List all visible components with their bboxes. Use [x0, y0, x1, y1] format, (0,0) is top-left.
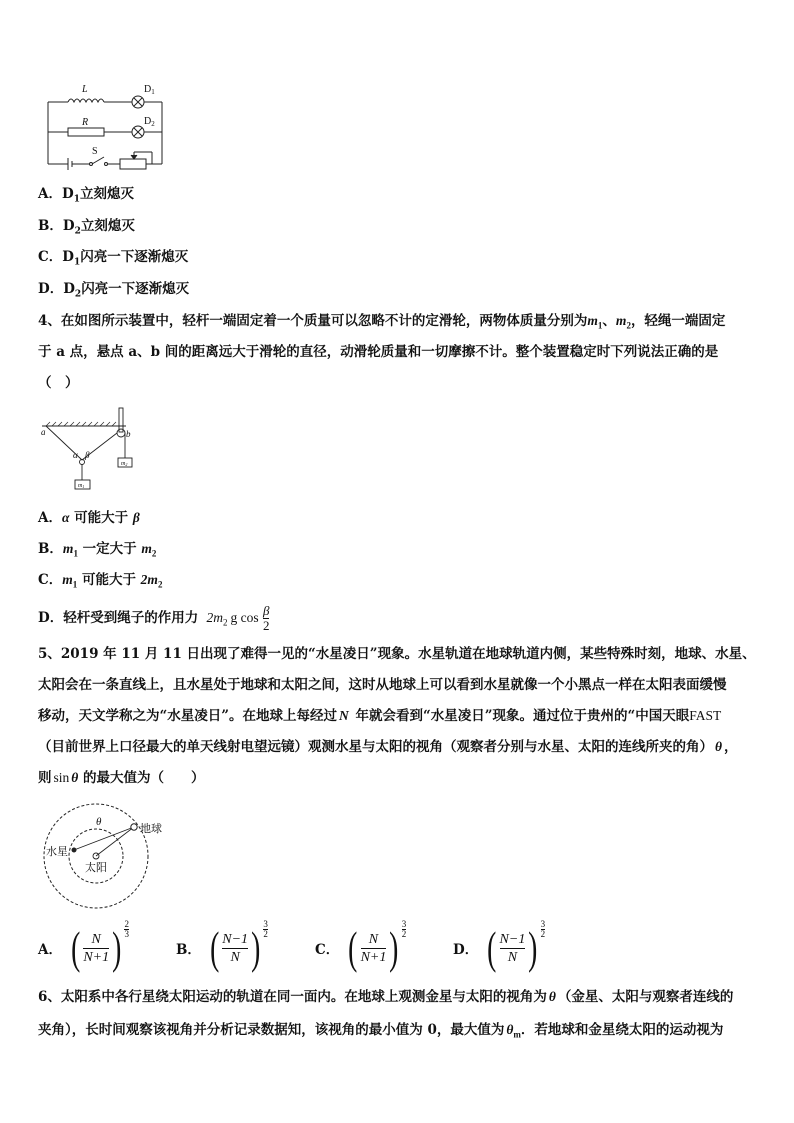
q3-option-b[interactable]: B．$D_2$立刻熄灭: [38, 218, 135, 237]
q5-stem-line-2: 太阳会在一条直线上，且水星处于地球和太阳之间，这时从地球上可以看到水星就像一个小黑点一样在太阳表面缓慢: [38, 677, 727, 693]
inductor-label: L: [82, 84, 88, 95]
m1-box-label: m1: [78, 483, 85, 489]
q3-option-d[interactable]: D．$D_2$闪亮一下逐渐熄灭: [38, 281, 190, 300]
q5-option-b[interactable]: B． ( N−1 N ) 3 2: [176, 919, 268, 973]
q6-stem-line-1: 6、太阳系中各行星绕太阳运动的轨道在同一面内。在地球上观测金星与太阳的视角为 θ （金星、太阳与观察者连线的: [38, 989, 734, 1005]
q5-stem-line-5: 则 sin θ 的最大值为（ ）: [38, 770, 205, 786]
q4-option-b[interactable]: B．$m_1$ 一定大于 $m_2$: [38, 541, 157, 559]
q3-option-a[interactable]: A．$D_1$立刻熄灭: [38, 186, 134, 205]
q4-option-a[interactable]: A．α 可能大于 β: [38, 510, 140, 526]
lamp-d1-label: $D_1$: [144, 84, 155, 96]
q5-stem-line-3: 移动，天文学称之为“水星凌日”。在地球上每经过 N 年就会看到“水星凌日”现象。通过位于贵州的“中国天眼FAST: [38, 708, 722, 724]
q4-option-d[interactable]: D．轻杆受到绳子的作用力 $2m_2$ g cos $\frac{\beta}{2}$: [38, 603, 270, 633]
pulley-diagram: [40, 406, 140, 494]
m2-box-label: m2: [121, 461, 128, 467]
q3-option-c[interactable]: C．$D_1$闪亮一下逐渐熄灭: [38, 249, 189, 268]
lamp-d2-label: $D_2$: [144, 116, 155, 128]
circuit-diagram: [40, 80, 170, 175]
mercury-label: 水星: [46, 846, 68, 858]
resistor-label: R: [82, 117, 89, 128]
alpha-label: α: [73, 450, 78, 460]
beta-label: β: [85, 450, 90, 460]
q5-options-row: [38, 918, 578, 978]
switch-label: S: [92, 146, 98, 157]
orbit-diagram: [38, 800, 188, 910]
q5-option-d[interactable]: D． ( N−1 N ) 3 2: [453, 919, 546, 973]
q4-stem-line-1: 4、在如图所示装置中，轻杆一端固定着一个质量可以忽略不计的定滑轮，两物体质量分别为$m_1$、$m_2$，轻绳一端固定: [38, 313, 726, 331]
q5-option-a[interactable]: A． ( N N+1 ) 2 3: [38, 919, 129, 973]
beta-over-two-fraction: $\frac{\beta}{2}$: [262, 603, 270, 633]
q4-stem-line-3: （ ）: [38, 375, 79, 391]
q5-stem-line-1: 5、2019 年 11 月 11 日出现了难得一见的“水星凌日”现象。水星轨道在地球轨道内侧，某些特殊时刻，地球、水星、: [38, 646, 756, 662]
theta-label: θ: [96, 816, 102, 828]
earth-label: 地球: [140, 823, 162, 835]
q4-stem-line-2: 于 a 点，悬点 a、b 间的距离远大于滑轮的直径，动滑轮质量和一切摩擦不计。整个装置稳定时下列说法正确的是: [38, 344, 719, 360]
q6-stem-line-2: 夹角），长时间观察该视角并分析记录数据知，该视角的最小值为 0，最大值为 $\theta_m$．若地球和金星绕太阳的运动视为: [38, 1022, 724, 1040]
sun-label: 太阳: [85, 862, 107, 874]
q4-option-c[interactable]: C．$m_1$ 可能大于 $2m_2$: [38, 572, 163, 590]
q5-option-c[interactable]: C． ( N N+1 ) 3 2: [315, 919, 407, 973]
point-a-label: a: [41, 427, 46, 437]
point-b-label: b: [126, 429, 131, 439]
q5-stem-line-4: （目前世界上口径最大的单天线射电望远镜）观测水星与太阳的视角（观察者分别与水星、太阳的连线所夹的角） θ ，: [38, 739, 738, 755]
